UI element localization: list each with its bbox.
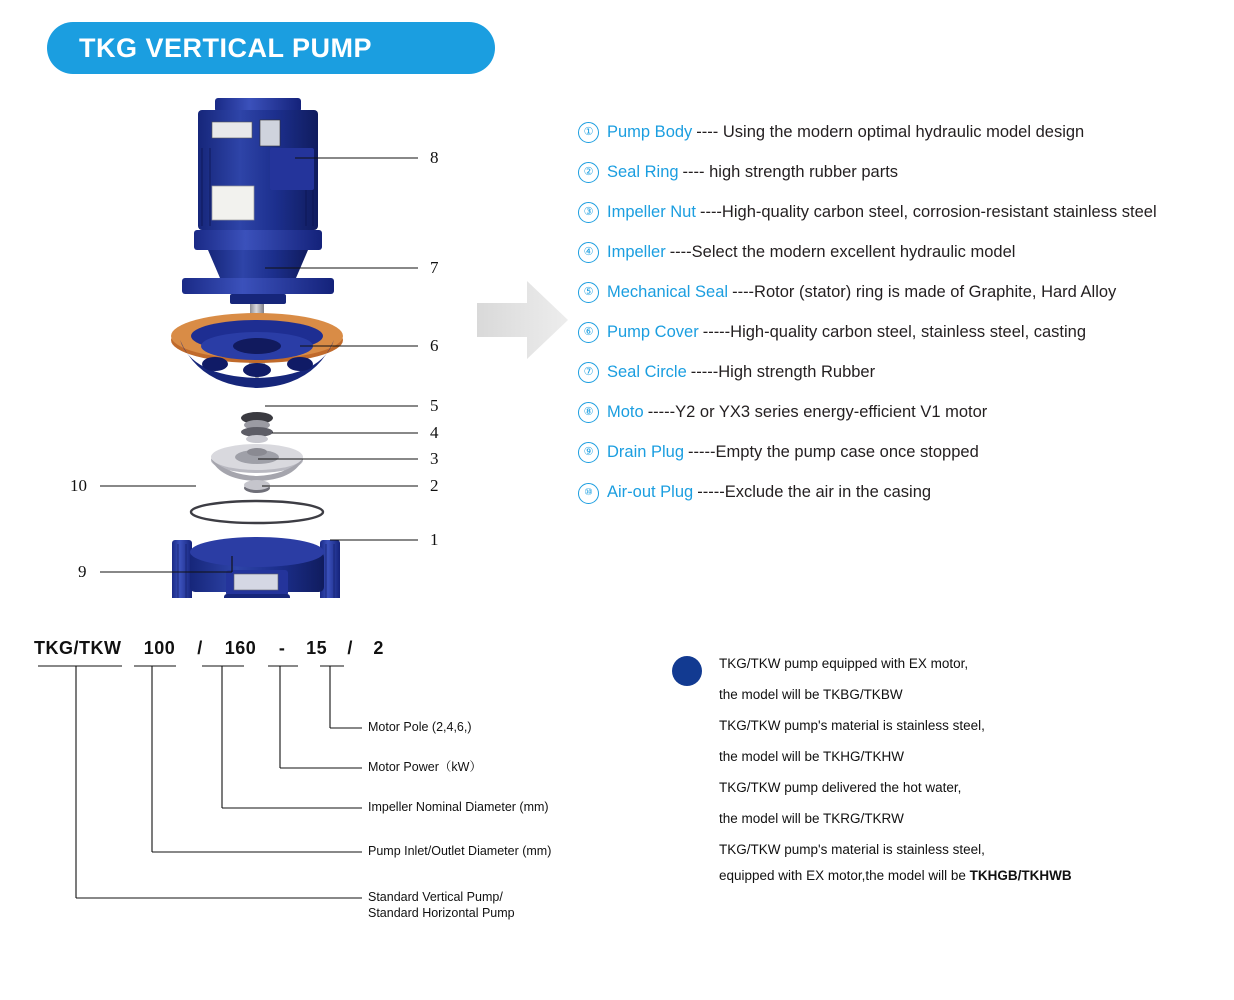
legend-marker-8-icon: ⑧ [578, 402, 599, 423]
legend-name-8: Moto [607, 403, 644, 421]
callout-2: 2 [430, 476, 439, 495]
callout-5: 5 [430, 396, 439, 415]
pointer-arrow-icon [475, 275, 570, 365]
legend-item-4 [578, 242, 1228, 265]
legend-name-1: Pump Body [607, 123, 693, 141]
notes-text-block [719, 648, 1212, 887]
callout-3: 3 [430, 449, 439, 468]
legend-name-3: Impeller Nut [607, 203, 696, 221]
model-code-leader-lines [30, 630, 630, 960]
callout-8: 8 [430, 148, 439, 167]
legend-item-6 [578, 322, 1228, 345]
callout-1: 1 [430, 530, 439, 549]
notes-line-1: TKG/TKW pump equipped with EX motor, [719, 656, 969, 671]
notes-line-2: the model will be TKBG/TKBW [719, 687, 903, 702]
legend-item-1 [578, 122, 1228, 145]
legend-item-2 [578, 162, 1228, 185]
model-variants-notes [672, 648, 1212, 887]
legend-marker-10-icon: ⑩ [578, 483, 599, 504]
legend-desc-6: -----High-quality carbon steel, stainless steel, casting [702, 323, 1087, 341]
model-part-pole: 2 [373, 638, 384, 658]
legend-item-8 [578, 402, 1228, 425]
legend-name-2: Seal Ring [607, 163, 679, 181]
model-label-motor-pole: Motor Pole (2,4,6,) [368, 720, 472, 734]
model-part-power: 15 [306, 638, 328, 658]
model-sep-3: / [347, 638, 353, 658]
legend-item-5 [578, 282, 1228, 305]
notes-line-8-text: equipped with EX motor,the model will be TKHGB/TKHWB [719, 868, 1072, 883]
callout-10: 10 [70, 476, 87, 495]
model-code-diagram [30, 630, 630, 960]
legend-marker-2-icon: ② [578, 162, 599, 183]
legend-name-6: Pump Cover [607, 323, 699, 341]
legend-desc-3: ----High-quality carbon steel, corrosion-resistant stainless steel [699, 203, 1157, 221]
notes-line-5: TKG/TKW pump delivered the hot water, [719, 780, 962, 795]
parts-legend-list [578, 122, 1228, 523]
legend-name-4: Impeller [607, 243, 666, 261]
notes-line-6: the model will be TKRG/TKRW [719, 811, 904, 826]
legend-desc-9: -----Empty the pump case once stopped [688, 443, 979, 461]
legend-marker-5-icon: ⑤ [578, 282, 599, 303]
model-part-series: TKG/TKW [34, 638, 122, 658]
legend-item-3 [578, 202, 1228, 225]
legend-desc-8: -----Y2 or YX3 series energy-efficient V1 motor [647, 403, 988, 421]
legend-desc-1: ---- Using the modern optimal hydraulic model design [696, 123, 1085, 141]
legend-marker-7-icon: ⑦ [578, 362, 599, 383]
callout-6: 6 [430, 336, 439, 355]
model-label-inlet-dia: Pump Inlet/Outlet Diameter (mm) [368, 844, 552, 858]
legend-desc-5: ----Rotor (stator) ring is made of Graphite, Hard Alloy [732, 283, 1117, 301]
legend-marker-1-icon: ① [578, 122, 599, 143]
legend-marker-9-icon: ⑨ [578, 442, 599, 463]
model-sep-1: / [197, 638, 203, 658]
model-part-inlet: 100 [143, 638, 176, 658]
callout-7: 7 [430, 258, 439, 277]
legend-desc-2: ---- high strength rubber parts [682, 163, 899, 181]
callout-4: 4 [430, 423, 439, 442]
model-label-impeller-dia: Impeller Nominal Diameter (mm) [368, 800, 549, 814]
notes-line-7: TKG/TKW pump's material is stainless steel, [719, 842, 985, 857]
legend-name-9: Drain Plug [607, 443, 685, 461]
page-title-banner [47, 22, 495, 74]
legend-desc-7: -----High strength Rubber [690, 363, 876, 381]
legend-name-5: Mechanical Seal [607, 283, 729, 301]
page-title: TKG VERTICAL PUMP [79, 32, 373, 63]
model-label-pump-type-2: Standard Horizontal Pump [368, 906, 515, 920]
legend-name-7: Seal Circle [607, 363, 687, 381]
notes-bullet-icon [672, 656, 702, 686]
legend-item-7 [578, 362, 1228, 385]
legend-desc-10: -----Exclude the air in the casing [697, 483, 932, 501]
notes-line-3: TKG/TKW pump's material is stainless steel, [719, 718, 985, 733]
model-label-motor-power: Motor Power（kW） [368, 760, 482, 774]
model-label-pump-type-1: Standard Vertical Pump/ [368, 890, 503, 904]
legend-marker-4-icon: ④ [578, 242, 599, 263]
legend-name-10: Air-out Plug [607, 483, 694, 501]
legend-marker-6-icon: ⑥ [578, 322, 599, 343]
callout-9: 9 [78, 562, 87, 581]
model-part-impeller: 160 [224, 638, 257, 658]
legend-marker-3-icon: ③ [578, 202, 599, 223]
notes-line-4: the model will be TKHG/TKHW [719, 749, 905, 764]
exploded-pump-illustration [120, 88, 460, 598]
legend-item-10 [578, 482, 1228, 506]
legend-desc-4: ----Select the modern excellent hydraulic model [669, 243, 1016, 261]
notes-line-8 [719, 865, 1212, 887]
legend-item-9 [578, 442, 1228, 465]
model-sep-2: - [278, 638, 286, 658]
